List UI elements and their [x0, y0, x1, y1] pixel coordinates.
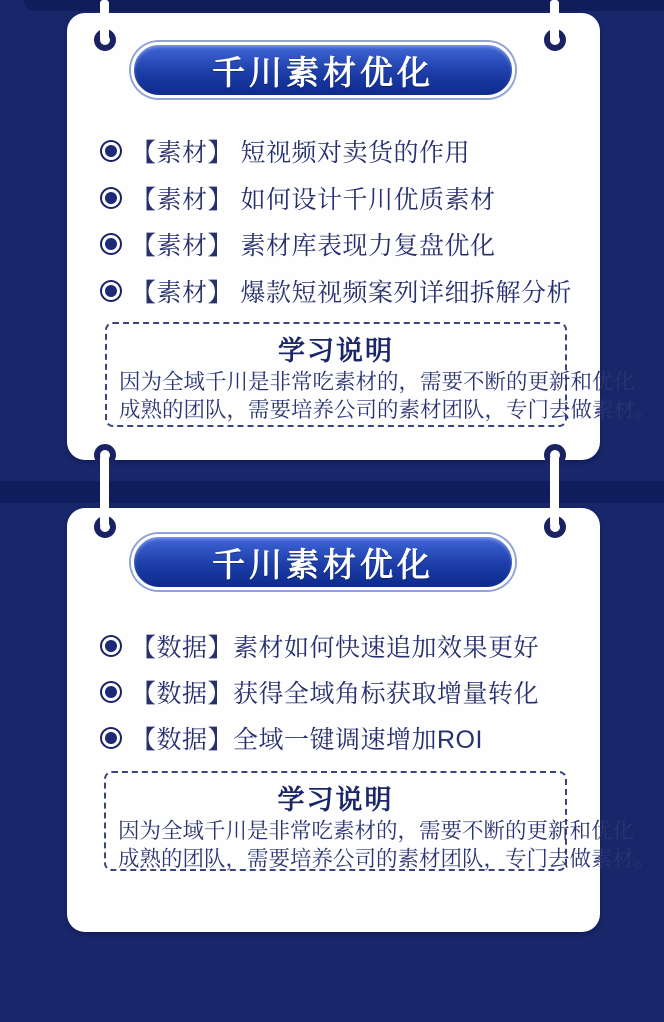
bullseye-bullet-icon — [105, 145, 117, 157]
study-note-box — [104, 771, 656, 871]
list-item — [100, 628, 539, 664]
bullseye-bullet-icon — [105, 732, 117, 744]
note-line: 成熟的团队，需要培养公司的素材团队，专门去做素材。 — [119, 398, 657, 422]
list-item — [100, 180, 495, 216]
bullseye-bullet-icon — [105, 238, 117, 250]
hanging-strap — [100, 0, 109, 42]
note-title: 学习说明 — [277, 785, 394, 815]
list-item — [100, 720, 483, 756]
bullseye-bullet-icon — [105, 192, 117, 204]
card1-title: 千川素材优化 — [212, 53, 434, 91]
card2-title: 千川素材优化 — [212, 545, 434, 583]
note-line: 因为全域千川是非常吃素材的，需要不断的更新和优化 — [119, 370, 636, 394]
hanging-strap — [100, 455, 109, 527]
list-item — [100, 273, 572, 309]
bullseye-bullet-icon — [105, 285, 117, 297]
list-item-label: 【素材】 素材库表现力复盘优化 — [131, 232, 496, 260]
card2-title-pill — [131, 534, 515, 590]
hanging-strap — [550, 0, 559, 42]
study-note-box — [105, 322, 657, 427]
note-title: 学习说明 — [278, 336, 394, 366]
list-item-label: 【素材】 短视频对卖货的作用 — [131, 139, 470, 167]
list-item — [100, 226, 495, 262]
list-item-label: 【数据】素材如何快速追加效果更好 — [131, 634, 540, 662]
list-item-label: 【数据】全域一键调速增加ROI — [131, 726, 483, 754]
hanging-strap — [550, 455, 559, 527]
note-line: 成熟的团队，需要培养公司的素材团队，专门去做素材。 — [118, 847, 656, 871]
top-board-bar — [24, 0, 664, 11]
hanging-card-1 — [67, 13, 657, 460]
hanging-card-2 — [67, 508, 656, 932]
card1-title-pill — [131, 42, 515, 98]
bullseye-bullet-icon — [105, 640, 117, 652]
bullseye-bullet-icon — [105, 686, 117, 698]
list-item — [100, 133, 470, 169]
list-item — [100, 674, 539, 710]
list-item-label: 【素材】 如何设计千川优质素材 — [131, 186, 496, 214]
list-item-label: 【数据】获得全域角标获取增量转化 — [131, 680, 540, 708]
note-line: 因为全域千川是非常吃素材的，需要不断的更新和优化 — [118, 819, 635, 843]
list-item-label: 【素材】 爆款短视频案列详细拆解分析 — [131, 279, 572, 307]
